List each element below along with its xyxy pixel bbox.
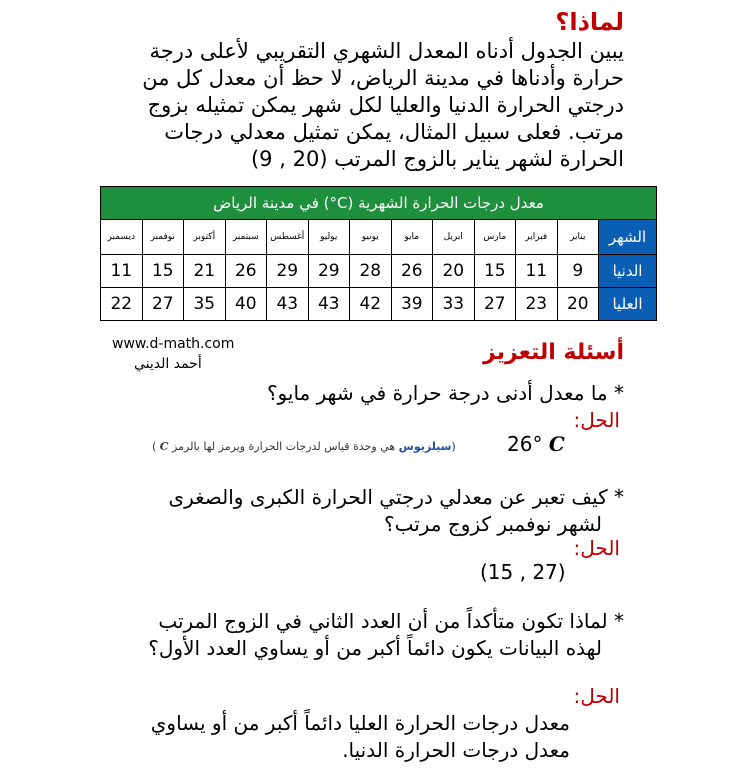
bullet: * [614,485,624,509]
min-cell: 15 [474,255,516,288]
min-cell: 28 [350,255,392,288]
site-url: www.d-math.com [112,336,235,352]
answer-1: 26° C [507,432,565,456]
intro-line: مرتب. فعلى سبيل المثال، يمكن تمثيل معدلي درجات [164,120,624,144]
max-row [101,288,657,321]
min-row [101,255,657,288]
max-cell: 33 [433,288,475,321]
section-heading: أسئلة التعزيز [483,340,624,365]
why-heading: لماذا؟ [555,8,624,36]
bullet: * [614,381,624,405]
min-cell: 26 [391,255,433,288]
intro-line: يبين الجدول أدناه المعدل الشهري التقريبي لأعلى درجة [149,39,624,63]
question-text: لشهر نوفمبر كزوج مرتب؟ [383,512,602,536]
solution-label-3: الحل: [573,684,620,708]
bullet: * [614,609,624,633]
max-cell: 43 [308,288,350,321]
max-cell: 23 [516,288,558,321]
month-label: الشهر [599,220,657,255]
question-text: كيف تعبر عن معدلي درجتي الحرارة الكبرى والصغرى [168,485,608,509]
max-cell: 27 [142,288,184,321]
min-cell: 29 [308,255,350,288]
question-2 [64,484,624,538]
month-cell: أغسطس [267,220,309,255]
max-cell: 43 [267,288,309,321]
min-cell: 9 [557,255,599,288]
intro-line: درجتي الحرارة الدنيا والعليا لكل شهر يمكن تمثيله بزوج [147,93,624,117]
min-cell: 29 [267,255,309,288]
solution-label-2: الحل: [573,536,620,560]
min-cell: 11 [516,255,558,288]
month-cell: أكتوبر [184,220,226,255]
min-cell: 15 [142,255,184,288]
max-cell: 42 [350,288,392,321]
max-cell: 22 [101,288,143,321]
answer-3 [50,710,570,764]
question-3 [44,608,624,662]
question-text: لهذه البيانات يكون دائماً أكبر من أو يساوي العدد الأول؟ [148,636,602,660]
question-text: ما معدل أدنى درجة حرارة في شهر مايو؟ [266,381,608,405]
min-cell: 26 [225,255,267,288]
question-text: لماذا تكون متأكداً من أن العدد الثاني في الزوج المرتب [158,609,608,633]
min-cell: 20 [433,255,475,288]
intro-paragraph [64,38,624,173]
answer-line: معدل درجات الحرارة الدنيا. [342,738,570,762]
month-cell: مارس [474,220,516,255]
month-cell: مايو [391,220,433,255]
table-title: معدل درجات الحرارة الشهرية (C°) في مدينة الرياض [101,187,657,220]
max-label: العليا [599,288,657,321]
max-cell: 40 [225,288,267,321]
min-cell: 11 [101,255,143,288]
max-cell: 27 [474,288,516,321]
month-cell: ديسمبر [101,220,143,255]
month-cell: سبتمبر [225,220,267,255]
month-cell: ابريل [433,220,475,255]
min-label: الدنيا [599,255,657,288]
answer-2: (15 , 27) [480,560,566,584]
max-cell: 39 [391,288,433,321]
month-cell: نوفمبر [142,220,184,255]
month-cell: فبراير [516,220,558,255]
temperature-table [100,186,657,321]
month-row [101,220,657,255]
month-cell: يونيو [350,220,392,255]
month-cell: يناير [557,220,599,255]
intro-line: حرارة وأدناها في مدينة الرياض، لا حظ أن معدل كل من [142,66,624,90]
answer-line: معدل درجات الحرارة العليا دائماً أكبر من أو يساوي [150,711,570,735]
celsius-note: (سيلزيوس هي وحدة قياس لدرجات الحرارة ويرمز لها بالرمز C ) [152,440,456,453]
question-1 [64,380,624,407]
month-cell: يوليو [308,220,350,255]
intro-line: الحرارة لشهر يناير بالزوج المرتب (20 , 9) [250,147,624,171]
max-cell: 35 [184,288,226,321]
max-cell: 20 [557,288,599,321]
solution-label-1: الحل: [573,408,620,432]
min-cell: 21 [184,255,226,288]
author-name: أحمد الديني [134,356,202,372]
